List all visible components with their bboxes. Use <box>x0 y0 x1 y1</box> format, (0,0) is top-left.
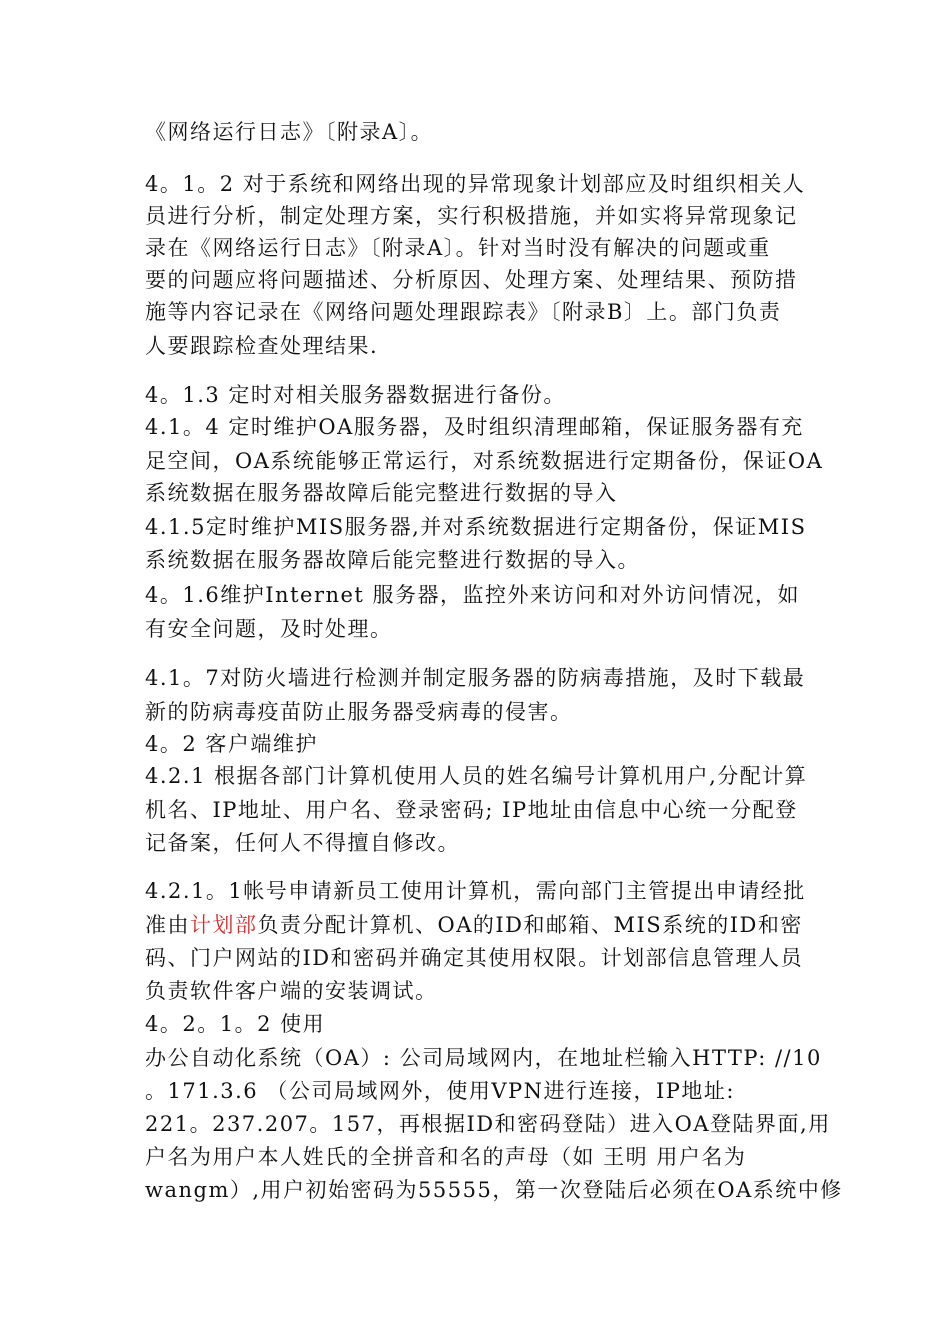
text-line: 221。237.207。157，再根据ID和密码登陆）进入OA登陆界面,用 <box>145 1112 831 1136</box>
text-line: 系统数据在服务器故障后能完整进行数据的导入。 <box>145 548 640 572</box>
text-line: 4。1.6维护Internet 服务器，监控外来访问和对外访问情况，如 <box>145 583 801 607</box>
text-line: 录在《网络运行日志》〔附录A〕。针对当时没有解决的问题或重 <box>145 236 771 260</box>
text-prefix: 准由 <box>145 913 190 937</box>
text-line: 户名为用户本人姓氏的全拼音和名的声母（如 王明 用户名为 <box>145 1145 747 1169</box>
section-heading: 4。2 客户端维护 <box>145 732 318 756</box>
text-line: 4.2.1。1帐号申请新员工使用计算机，需向部门主管提出申请经批 <box>145 879 806 903</box>
text-line: 员进行分析，制定处理方案，实行积极措施，并如实将异常现象记 <box>145 204 798 228</box>
text-line: 要的问题应将问题描述、分析原因、处理方案、处理结果、预防措 <box>145 268 798 292</box>
text-line: 有安全问题，及时处理。 <box>145 617 393 641</box>
highlighted-text: 计划部 <box>190 913 258 937</box>
text-line: wangm）,用户初始密码为55555，第一次登陆后必须在OA系统中修 <box>145 1178 843 1202</box>
text-line: 4.2.1 根据各部门计算机使用人员的姓名编号计算机用户,分配计算 <box>145 764 808 788</box>
text-suffix: 负责分配计算机、OA的ID和邮箱、MIS系统的ID和密 <box>257 913 803 937</box>
text-line: 4。1。2 对于系统和网络出现的异常现象计划部应及时组织相关人 <box>145 172 806 196</box>
text-line: 码、门户网站的ID和密码并确定其使用权限。计划部信息管理人员 <box>145 946 804 970</box>
text-line: 新的防病毒疫苗防止服务器受病毒的侵害。 <box>145 700 573 724</box>
text-line: 记备案，任何人不得擅自修改。 <box>145 831 460 855</box>
text-line: 施等内容记录在《网络问题处理跟踪表》〔附录B〕上。部门负责 <box>145 300 782 324</box>
text-line: 。171.3.6 （公司局域网外，使用VPN进行连接，IP地址: <box>145 1079 735 1103</box>
text-line: 4.1。4 定时维护OA服务器，及时组织清理邮箱，保证服务器有充 <box>145 415 804 439</box>
text-line: 4.1.5定时维护MIS服务器,并对系统数据进行定期备份，保证MIS <box>145 515 807 539</box>
text-line: 《网络运行日志》〔附录A〕。 <box>145 120 434 144</box>
text-line: 办公自动化系统（OA）: 公司局域网内，在地址栏输入HTTP: //10 <box>145 1046 822 1070</box>
text-line: 人要跟踪检查处理结果. <box>145 334 379 358</box>
text-line: 机名、IP地址、用户名、登录密码; IP地址由信息中心统一分配登 <box>145 798 798 822</box>
text-line: 4。2。1。2 使用 <box>145 1012 326 1036</box>
text-line: 4.1。7对防火墙进行检测并制定服务器的防病毒措施，及时下载最 <box>145 666 806 690</box>
text-line: 系统数据在服务器故障后能完整进行数据的导入 <box>145 481 618 505</box>
text-line: 4。1.3 定时对相关服务器数据进行备份。 <box>145 383 566 407</box>
text-line-with-highlight <box>145 910 810 940</box>
text-line: 负责软件客户端的安装调试。 <box>145 979 438 1003</box>
text-line: 足空间，OA系统能够正常运行，对系统数据进行定期备份，保证OA <box>145 449 824 473</box>
